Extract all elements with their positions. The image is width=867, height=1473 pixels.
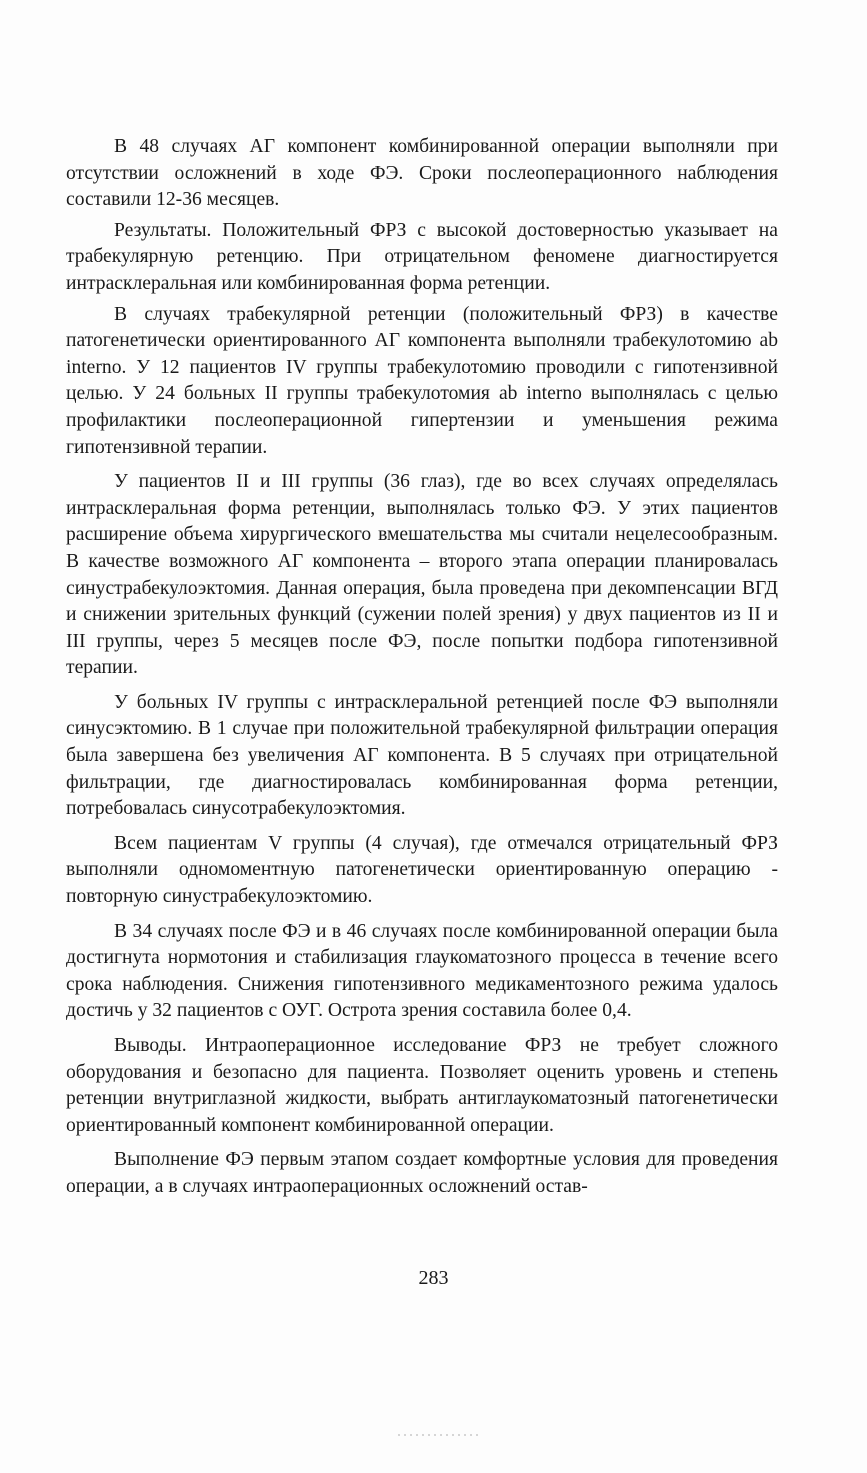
paragraph-4: У пациентов II и III группы (36 глаз), где во всех случаях определялась интрасклеральная форма ретенции, выполнялась только ФЭ. У этих пациентов расширение объема хирургического вмешательства мы считали нецелесообразным. В качестве возможного АГ компонента – второго этапа операции планировалась синустрабекулоэктомия. Данная операция, была проведена при декомпенсации ВГД и снижении зрительных функций (сужении полей зрения) у двух пациентов из II и III группы, через 5 месяцев после ФЭ, после попытки подбора гипотензивной терапии. xyxy=(66,471,778,679)
body-text xyxy=(66,134,778,1209)
paragraph-1: В 48 случаях АГ компонент комбинированной операции выполняли при отсутствии осложнений в ходе ФЭ. Сроки послеоперационного наблюдения составили 12-36 месяцев. xyxy=(66,136,778,211)
paragraph-8: Выводы. Интраоперационное исследование ФРЗ не требует сложного оборудования и безопасно для пациента. Позволяет оценить уровень и степень ретенции внутриглазной жидкости, выбрать антиглаукоматозный патогенетически ориентированный компонент комбинированной операции. xyxy=(66,1035,778,1136)
paragraph-5: У больных IV группы с интрасклеральной ретенцией после ФЭ выполняли синусэктомию. В 1 случае при положительной трабекулярной фильтрации операция была завершена без увеличения АГ компонента. В 5 случаях при отрицательной фильтрации, где диагностировалась комбинированная форма ретенции, потребовалась синусотрабекулоэктомия. xyxy=(66,691,778,820)
scan-artifact xyxy=(398,1434,478,1436)
page-number: 283 xyxy=(418,1267,449,1289)
paragraph-6: Всем пациентам V группы (4 случая), где отмечался отрицательный ФРЗ выполняли одномоментную патогенетически ориентированную операцию - повторную синустрабекулоэктомию. xyxy=(66,832,778,908)
paragraph-7: В 34 случаях после ФЭ и в 46 случаях после комбинированной операции была достигнута нормотония и стабилизация глаукоматозного процесса в течение всего срока наблюдения. Снижения гипотензивного медикаментозного режима удалось достичь у 32 пациентов с ОУГ. Острота зрения составила более 0,4. xyxy=(66,920,778,1022)
paragraph-3: В случаях трабекулярной ретенции (положительный ФРЗ) в качестве патогенетически ориентированного АГ компонента выполняли трабекулотомию ab interno. У 12 пациентов IV группы трабекулотомию проводили с гипотензивной целью. У 24 больных II группы трабекулотомия ab interno выполнялась с целью профилактики послеоперационной гипертензии и уменьшения режима гипотензивной терапии. xyxy=(66,303,778,458)
paragraph-2: Результаты. Положительный ФРЗ с высокой достоверностью указывает на трабекулярную ретенцию. При отрицательном феномене диагностируется интрасклеральная или комбинированная форма ретенции. xyxy=(66,219,778,294)
paragraph-9: Выполнение ФЭ первым этапом создает комфортные условия для проведения операции, а в случаях интраоперационных осложнений остав- xyxy=(66,1149,778,1197)
